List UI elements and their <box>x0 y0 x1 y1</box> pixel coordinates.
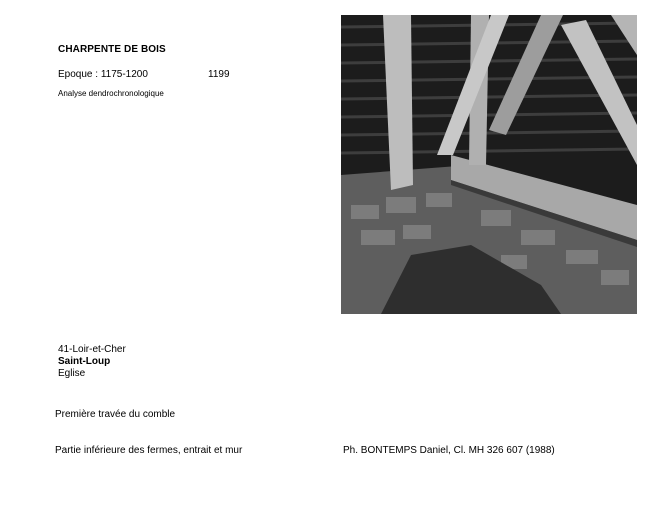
analysis-method: Analyse dendrochronologique <box>58 89 164 98</box>
epoque-label: Epoque : 1175-1200 <box>58 69 148 80</box>
commune: Saint-Loup <box>58 356 111 367</box>
view-description: Partie inférieure des fermes, entrait et mur <box>55 445 243 456</box>
edifice: Eglise <box>58 368 86 379</box>
epoque-date: 1199 <box>208 69 230 80</box>
photo-credit: Ph. BONTEMPS Daniel, Cl. MH 326 607 (1988) <box>343 445 555 456</box>
record-heading: CHARPENTE DE BOIS <box>58 44 166 55</box>
department: 41-Loir-et-Cher <box>58 344 126 355</box>
view-title: Première travée du comble <box>55 409 176 420</box>
timber-photo <box>341 15 637 314</box>
